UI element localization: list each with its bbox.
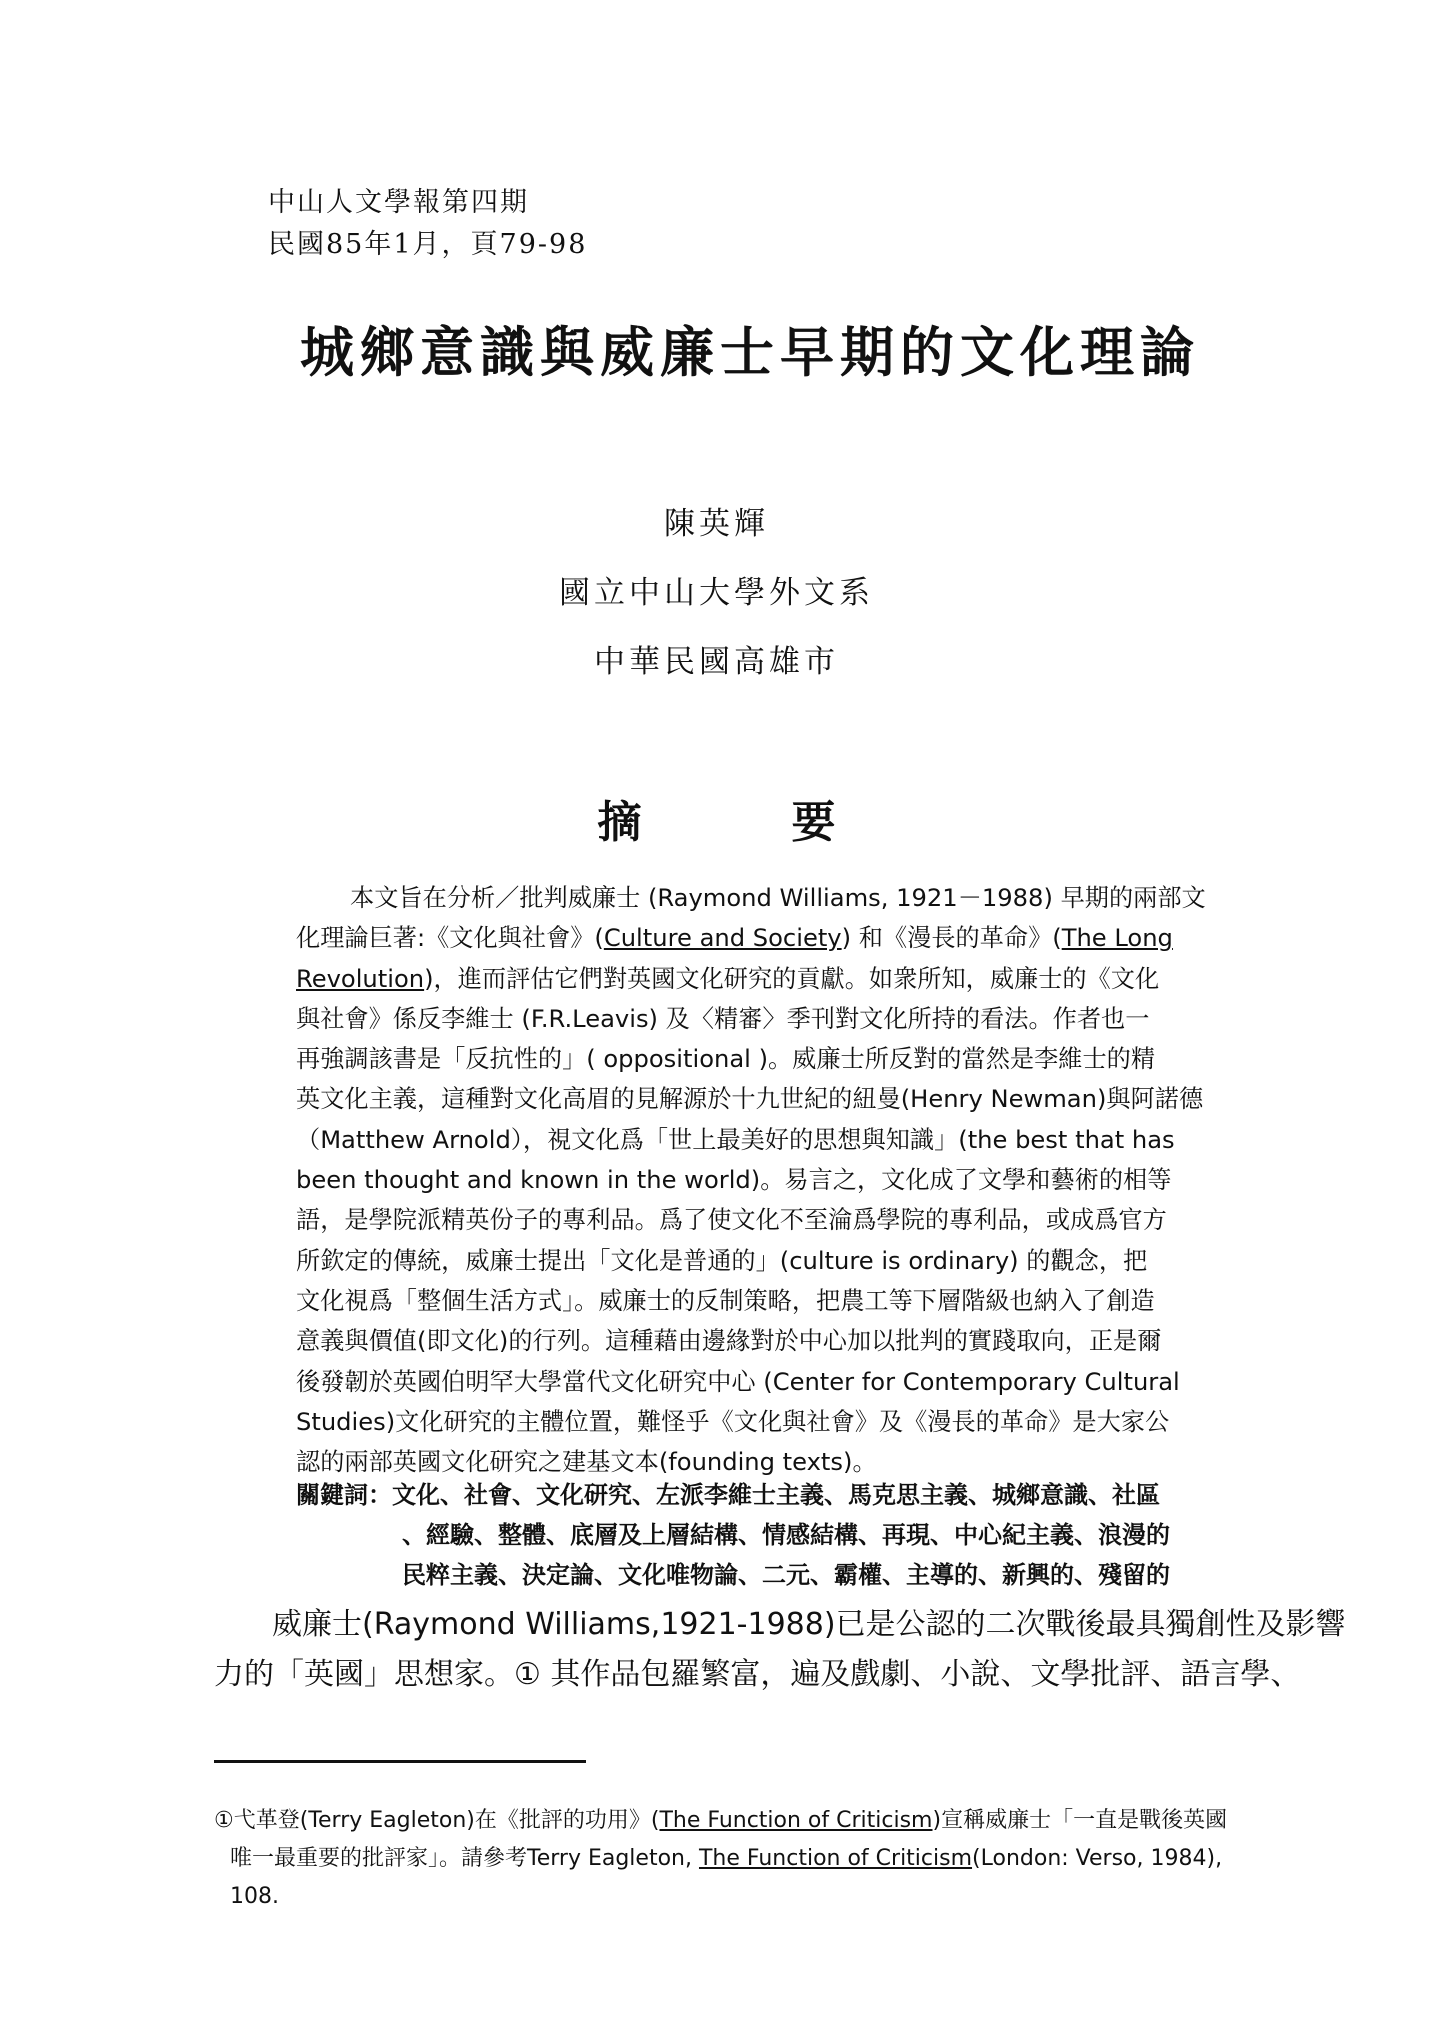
abstract-line [296,959,1256,999]
author-name: 陳英輝 [664,506,769,542]
journal-header [268,182,587,266]
abstract-line: 認的兩部英國文化研究之建基文本(founding texts)。 [296,1448,877,1477]
abstract-line [296,918,1256,958]
abstract-line: Studies)文化研究的主體位置，難怪乎《文化與社會》及《漫長的革命》是大家公 [296,1407,1170,1436]
book-title-long-revolution: The Long [1061,924,1173,953]
article-title: 城鄉意識與威廉士早期的文化理論 [300,320,1200,384]
footnote-text: (London: Verso, 1984), [972,1846,1223,1871]
footnote-text: ①弋革登(Terry Eagleton)在《批評的功用》( [214,1808,660,1833]
abstract-body [296,878,1256,1482]
abstract-text: ) 和《漫長的革命》( [841,924,1062,953]
footnote [214,1802,1334,1916]
footnote-text: )宣稱威廉士「一直是戰後英國 [932,1808,1228,1833]
author-location: 中華民國高雄市 [594,644,839,680]
book-title-long-revolution-cont: Revolution [296,964,425,993]
abstract-line: 意義與價值(即文化)的行列。這種藉由邊緣對於中心加以批判的實踐取向，正是爾 [296,1327,1162,1356]
keywords-line: 關鍵詞：文化、社會、文化研究、左派李維士主義、馬克思主義、城鄉意識、社區 [296,1481,1160,1509]
abstract-text: )，進而評估它們對英國文化研究的貢獻。如衆所知，威廉士的《文化 [424,964,1160,993]
abstract-line: 文化視爲「整個生活方式」。威廉士的反制策略，把農工等下層階級也納入了創造 [296,1286,1155,1315]
keywords-line: 民粹主義、決定論、文化唯物論、二元、霸權、主導的、新興的、殘留的 [402,1561,1170,1589]
body-line: 力的「英國」思想家。① 其作品包羅繁富，遍及戲劇、小說、文學批評、語言學、 [214,1657,1301,1692]
footnote-text: 唯一最重要的批評家」。請參考Terry Eagleton, [230,1846,692,1871]
book-title-culture-and-society: Culture and Society [603,924,842,953]
abstract-line: 與社會》係反李維士 (F.R.Leavis) 及〈精審〉季刊對文化所持的看法。作者也一 [296,1004,1150,1033]
body-line: 威廉士(Raymond Williams,1921-1988)已是公認的二次戰後最具獨創性及影響 [272,1607,1346,1642]
footnote-line: 108. [230,1884,279,1909]
footnote-book-title: The Function of Criticism [659,1808,933,1833]
author-affiliation: 國立中山大學外文系 [559,575,874,611]
abstract-heading-left: 摘 [597,797,642,848]
journal-issue-line: 民國85年1月，頁79-98 [268,229,588,260]
footnote-line [214,1840,1334,1878]
abstract-line: 後發韌於英國伯明罕大學當代文化研究中心 (Center for Contemporary Cultural [296,1367,1180,1396]
abstract-line: 語，是學院派精英份子的專利品。爲了使文化不至淪爲學院的專利品，或成爲官方 [296,1206,1167,1235]
abstract-heading-right: 要 [791,797,836,848]
abstract-heading [0,786,1433,850]
abstract-line: 再強調該書是「反抗性的」( oppositional )。威廉士所反對的當然是李維士的精 [296,1045,1156,1074]
abstract-line: 所欽定的傳統，威廉士提出「文化是普通的」(culture is ordinary) 的觀念，把 [296,1246,1148,1275]
abstract-line: 英文化主義，這種對文化高眉的見解源於十九世紀的紐曼(Henry Newman)與阿諾德 [296,1085,1204,1114]
footnote-line [214,1802,1334,1840]
footnote-book-title: The Function of Criticism [698,1846,973,1871]
journal-name: 中山人文學報第四期 [268,187,529,218]
abstract-line: been thought and known in the world)。易言之，文化成了文學和藝術的相等 [296,1166,1172,1195]
footnote-divider [214,1760,586,1763]
body-text [214,1600,1346,1700]
abstract-line: （Matthew Arnold），視文化爲「世上最美好的思想與知識」(the best that has [296,1125,1175,1154]
keywords-line: 、經驗、整體、底層及上層結構、情感結構、再現、中心紀主義、浪漫的 [402,1521,1170,1549]
keywords-block [296,1475,1256,1595]
abstract-line: 本文旨在分析／批判威廉士 (Raymond Williams, 1921－1988) 早期的兩部文 [350,884,1206,912]
abstract-text: 化理論巨著:《文化與社會》( [296,924,604,953]
